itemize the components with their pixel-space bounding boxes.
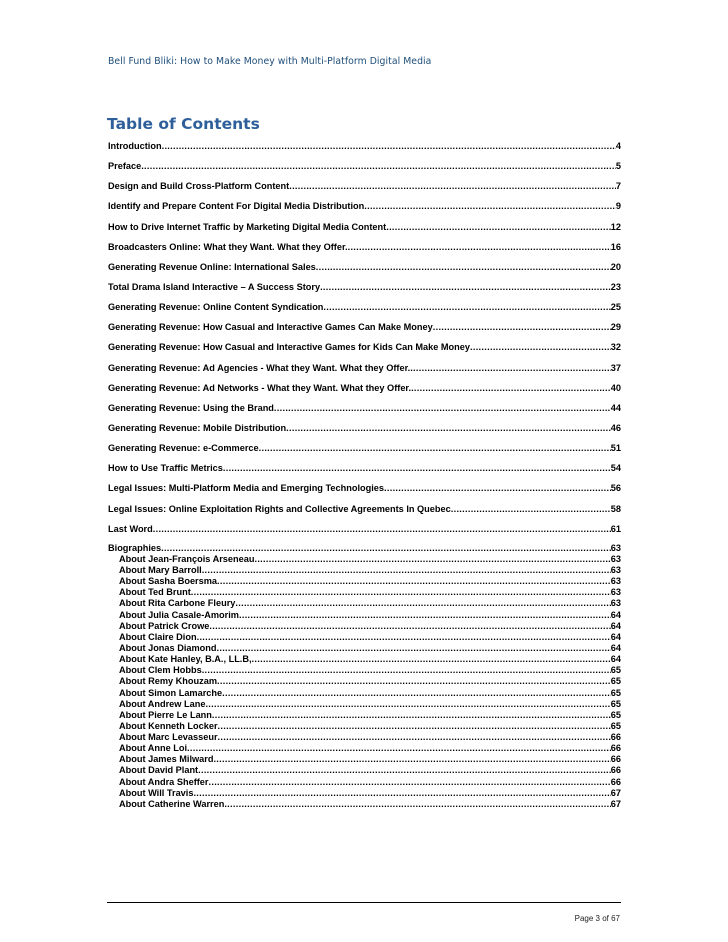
toc-entry[interactable] (108, 280, 621, 294)
toc-leader-dots (217, 643, 611, 654)
toc-entry[interactable] (108, 621, 621, 632)
running-header: Bell Fund Bliki: How to Make Money with Multi-Platform Digital Media (108, 56, 432, 67)
toc-entry-page: 63 (610, 587, 621, 598)
toc-leader-dots (410, 361, 611, 375)
toc-entry-title: About Jean-François Arseneau (119, 553, 255, 564)
toc-entry-page: 65 (610, 687, 621, 698)
toc-entry[interactable] (108, 721, 621, 732)
toc-leader-dots (223, 461, 611, 475)
toc-entry[interactable] (108, 481, 621, 495)
toc-entry[interactable] (108, 799, 621, 810)
toc-entry[interactable] (108, 461, 621, 475)
toc-entry[interactable] (108, 788, 621, 799)
toc-entry-page: 44 (610, 402, 621, 413)
toc-entry-title: Generating Revenue: How Casual and Interactive Games for Kids Can Make Money (108, 342, 470, 353)
toc-entry-title: Generating Revenue: Mobile Distribution (108, 422, 287, 433)
toc-leader-dots (320, 280, 611, 294)
toc-leader-dots (187, 743, 611, 754)
toc-entry-title: About Andrew Lane (119, 698, 206, 709)
toc-entry-title: Design and Build Cross-Platform Content (108, 181, 290, 192)
toc-entry[interactable] (108, 260, 621, 274)
toc-leader-dots (364, 199, 616, 213)
toc-entry-title: About Kenneth Locker (119, 720, 218, 731)
toc-entry-page: 63 (610, 542, 621, 553)
toc-entry-title: About Clem Hobbs (119, 665, 202, 676)
toc-entry-page: 66 (610, 743, 621, 754)
toc-entry[interactable] (108, 159, 621, 173)
toc-entry-title: About Simon Lamarche (119, 687, 223, 698)
toc-entry-page: 58 (610, 503, 621, 514)
toc-leader-dots (209, 621, 610, 632)
toc-entry[interactable] (108, 576, 621, 587)
toc-entry-title: About David Plant (119, 765, 199, 776)
toc-entry-page: 66 (610, 732, 621, 743)
toc-entry-title: About Marc Levasseur (119, 732, 218, 743)
toc-entry[interactable] (108, 643, 621, 654)
toc-leader-dots (286, 421, 611, 435)
toc-entry-title: About Anne Loi (119, 743, 188, 754)
toc-entry[interactable] (108, 598, 621, 609)
toc-leader-dots (218, 732, 611, 743)
toc-leader-dots (217, 676, 611, 687)
toc-entry-title: Generating Revenue Online: International Sales (108, 261, 316, 272)
toc-entry-title: About Patrick Crowe (119, 620, 210, 631)
toc-entry-title: Last Word (108, 523, 153, 534)
toc-leader-dots (198, 765, 611, 776)
toc-entry-title: Generating Revenue: e-Commerce (108, 443, 259, 454)
footer-divider (107, 902, 621, 903)
toc-entry-page: 9 (615, 201, 621, 212)
page-number: Page 3 of 67 (574, 914, 620, 923)
toc-leader-dots (161, 542, 611, 554)
toc-entry-title: About Rita Carbone Fleury (119, 598, 236, 609)
toc-leader-dots (274, 401, 611, 415)
toc-leader-dots (153, 522, 611, 536)
toc-leader-dots (316, 260, 611, 274)
toc-entry[interactable] (108, 361, 621, 375)
toc-leader-dots (235, 598, 610, 609)
toc-entry-page: 66 (610, 765, 621, 776)
toc-entry-page: 64 (610, 609, 621, 620)
toc-entry-title: Introduction (108, 141, 162, 151)
toc-leader-dots (202, 665, 611, 676)
toc-entry[interactable] (108, 401, 621, 415)
toc-leader-dots (193, 788, 610, 799)
toc-entry-title: Total Drama Island Interactive – A Success Story (108, 281, 321, 292)
toc-entry[interactable] (108, 179, 621, 193)
toc-leader-dots (451, 502, 611, 516)
toc-entry-page: 20 (610, 261, 621, 272)
toc-entry-page: 67 (610, 787, 621, 798)
toc-entry-page: 63 (610, 553, 621, 564)
toc-entry-page: 67 (610, 798, 621, 809)
toc-entry-page: 32 (610, 342, 621, 353)
toc-main-entries (108, 139, 621, 536)
toc-leader-dots (197, 632, 611, 643)
toc-leader-dots (217, 576, 611, 587)
toc-leader-dots (289, 179, 616, 193)
toc-leader-dots (191, 587, 611, 598)
toc-entry-page: 51 (610, 443, 621, 454)
toc-entry-title: Identify and Prepare Content For Digital Media Distribution (108, 201, 365, 212)
toc-leader-dots (212, 710, 611, 721)
toc-entry-page: 16 (610, 241, 621, 252)
toc-entry[interactable] (108, 300, 621, 314)
toc-leader-dots (162, 139, 616, 153)
toc-leader-dots (259, 441, 611, 455)
toc-leader-dots (205, 699, 610, 710)
toc-leader-dots (433, 320, 611, 334)
toc-biography-entries (108, 554, 621, 810)
toc-leader-dots (218, 721, 611, 732)
table-of-contents (108, 139, 621, 810)
toc-entry-page: 12 (610, 221, 621, 232)
toc-leader-dots (224, 799, 610, 810)
toc-entry-title: About James Milward (119, 754, 214, 765)
toc-entry-title: Preface (108, 161, 142, 172)
toc-entry-page: 65 (610, 676, 621, 687)
toc-entry[interactable] (108, 522, 621, 536)
toc-entry-page: 46 (610, 422, 621, 433)
toc-entry-page: 54 (610, 463, 621, 474)
toc-entry-page: 23 (610, 281, 621, 292)
toc-entry-page: 64 (610, 631, 621, 642)
toc-entry-page: 25 (610, 302, 621, 313)
toc-entry[interactable] (108, 381, 621, 395)
toc-entry[interactable] (108, 754, 621, 765)
toc-entry[interactable] (108, 587, 621, 598)
toc-entry-biographies[interactable] (108, 542, 621, 554)
toc-entry-title: About Jonas Diamond (119, 642, 217, 653)
toc-entry[interactable] (108, 220, 621, 234)
toc-entry-page: 37 (610, 362, 621, 373)
toc-entry-title: About Sasha Boersma (119, 576, 218, 587)
toc-entry-title: Legal Issues: Multi-Platform Media and Emerging Technologies (108, 483, 385, 494)
toc-entry-title: About Will Travis (119, 787, 194, 798)
toc-entry-page: 56 (610, 483, 621, 494)
toc-entry[interactable] (108, 421, 621, 435)
toc-leader-dots (254, 554, 610, 565)
toc-entry[interactable] (108, 732, 621, 743)
toc-entry-title: Legal Issues: Online Exploitation Rights and Collective Agreements In Quebec (108, 503, 451, 514)
toc-entry-title: How to Use Traffic Metrics (108, 463, 223, 474)
toc-entry-title: Biographies (108, 542, 162, 553)
toc-entry-page: 64 (610, 620, 621, 631)
toc-leader-dots (252, 654, 611, 665)
toc-leader-dots (411, 381, 611, 395)
toc-entry[interactable] (108, 710, 621, 721)
toc-entry[interactable] (108, 320, 621, 334)
toc-entry-page: 63 (610, 576, 621, 587)
toc-entry-title: About Ted Brunt (119, 587, 191, 598)
toc-entry[interactable] (108, 632, 621, 643)
toc-entry[interactable] (108, 240, 621, 254)
toc-entry-page: 40 (610, 382, 621, 393)
toc-entry-title: Generating Revenue: Ad Agencies - What they Want. What they Offer. (108, 362, 411, 373)
toc-entry-page: 4 (615, 141, 621, 151)
toc-entry[interactable] (108, 565, 621, 576)
toc-entry-title: Generating Revenue: Online Content Syndication (108, 302, 324, 313)
toc-entry[interactable] (108, 699, 621, 710)
toc-leader-dots (470, 340, 611, 354)
toc-entry-title: How to Drive Internet Traffic by Marketing Digital Media Content (108, 221, 387, 232)
toc-entry[interactable] (108, 765, 621, 776)
toc-leader-dots (384, 481, 611, 495)
toc-entry-page: 29 (610, 322, 621, 333)
toc-entry-page: 7 (615, 181, 621, 192)
toc-entry[interactable] (108, 777, 621, 788)
toc-entry-title: Generating Revenue: Using the Brand (108, 402, 274, 413)
toc-entry-title: Broadcasters Online: What they Want. What they Offer. (108, 241, 348, 252)
toc-entry[interactable] (108, 676, 621, 687)
toc-leader-dots (323, 300, 610, 314)
toc-entry[interactable] (108, 688, 621, 699)
toc-leader-dots (386, 220, 611, 234)
toc-leader-dots (348, 240, 611, 254)
toc-entry-page: 5 (615, 161, 621, 172)
toc-entry-page: 66 (610, 776, 621, 787)
toc-entry[interactable] (108, 743, 621, 754)
toc-leader-dots (239, 610, 611, 621)
toc-entry-title: About Remy Khouzam (119, 676, 218, 687)
toc-entry-title: Generating Revenue: How Casual and Interactive Games Can Make Money (108, 322, 433, 333)
toc-leader-dots (202, 565, 611, 576)
toc-entry[interactable] (108, 139, 621, 153)
toc-entry-page: 64 (610, 642, 621, 653)
toc-leader-dots (209, 777, 611, 788)
toc-entry-title: About Andra Sheffer (119, 776, 209, 787)
toc-entry[interactable] (108, 199, 621, 213)
toc-leader-dots (141, 159, 616, 173)
toc-entry[interactable] (108, 502, 621, 516)
toc-entry-page: 66 (610, 754, 621, 765)
toc-entry-page: 63 (610, 564, 621, 575)
toc-entry-title: About Julia Casale-Amorim (119, 609, 239, 620)
toc-leader-dots (213, 754, 610, 765)
toc-entry-page: 64 (610, 654, 621, 665)
toc-entry[interactable] (108, 441, 621, 455)
toc-entry-title: About Catherine Warren (119, 798, 225, 809)
toc-entry-title: About Mary Barroll (119, 564, 202, 575)
toc-entry-title: About Kate Hanley, B.A., LL.B, (119, 654, 252, 665)
toc-entry[interactable] (108, 340, 621, 354)
toc-entry-page: 65 (610, 709, 621, 720)
toc-entry-page: 65 (610, 665, 621, 676)
toc-entry-page: 65 (610, 720, 621, 731)
toc-entry[interactable] (108, 654, 621, 665)
toc-entry-page: 61 (610, 523, 621, 534)
toc-entry-title: Generating Revenue: Ad Networks - What they Want. What they Offer. (108, 382, 412, 393)
toc-entry[interactable] (108, 554, 621, 565)
toc-leader-dots (222, 688, 611, 699)
toc-entry-title: About Pierre Le Lann (119, 709, 212, 720)
toc-entry-title: About Claire Dion (119, 631, 197, 642)
toc-entry[interactable] (108, 610, 621, 621)
toc-entry[interactable] (108, 665, 621, 676)
toc-title: Table of Contents (107, 115, 260, 133)
toc-entry-page: 63 (610, 598, 621, 609)
toc-entry-page: 65 (610, 698, 621, 709)
